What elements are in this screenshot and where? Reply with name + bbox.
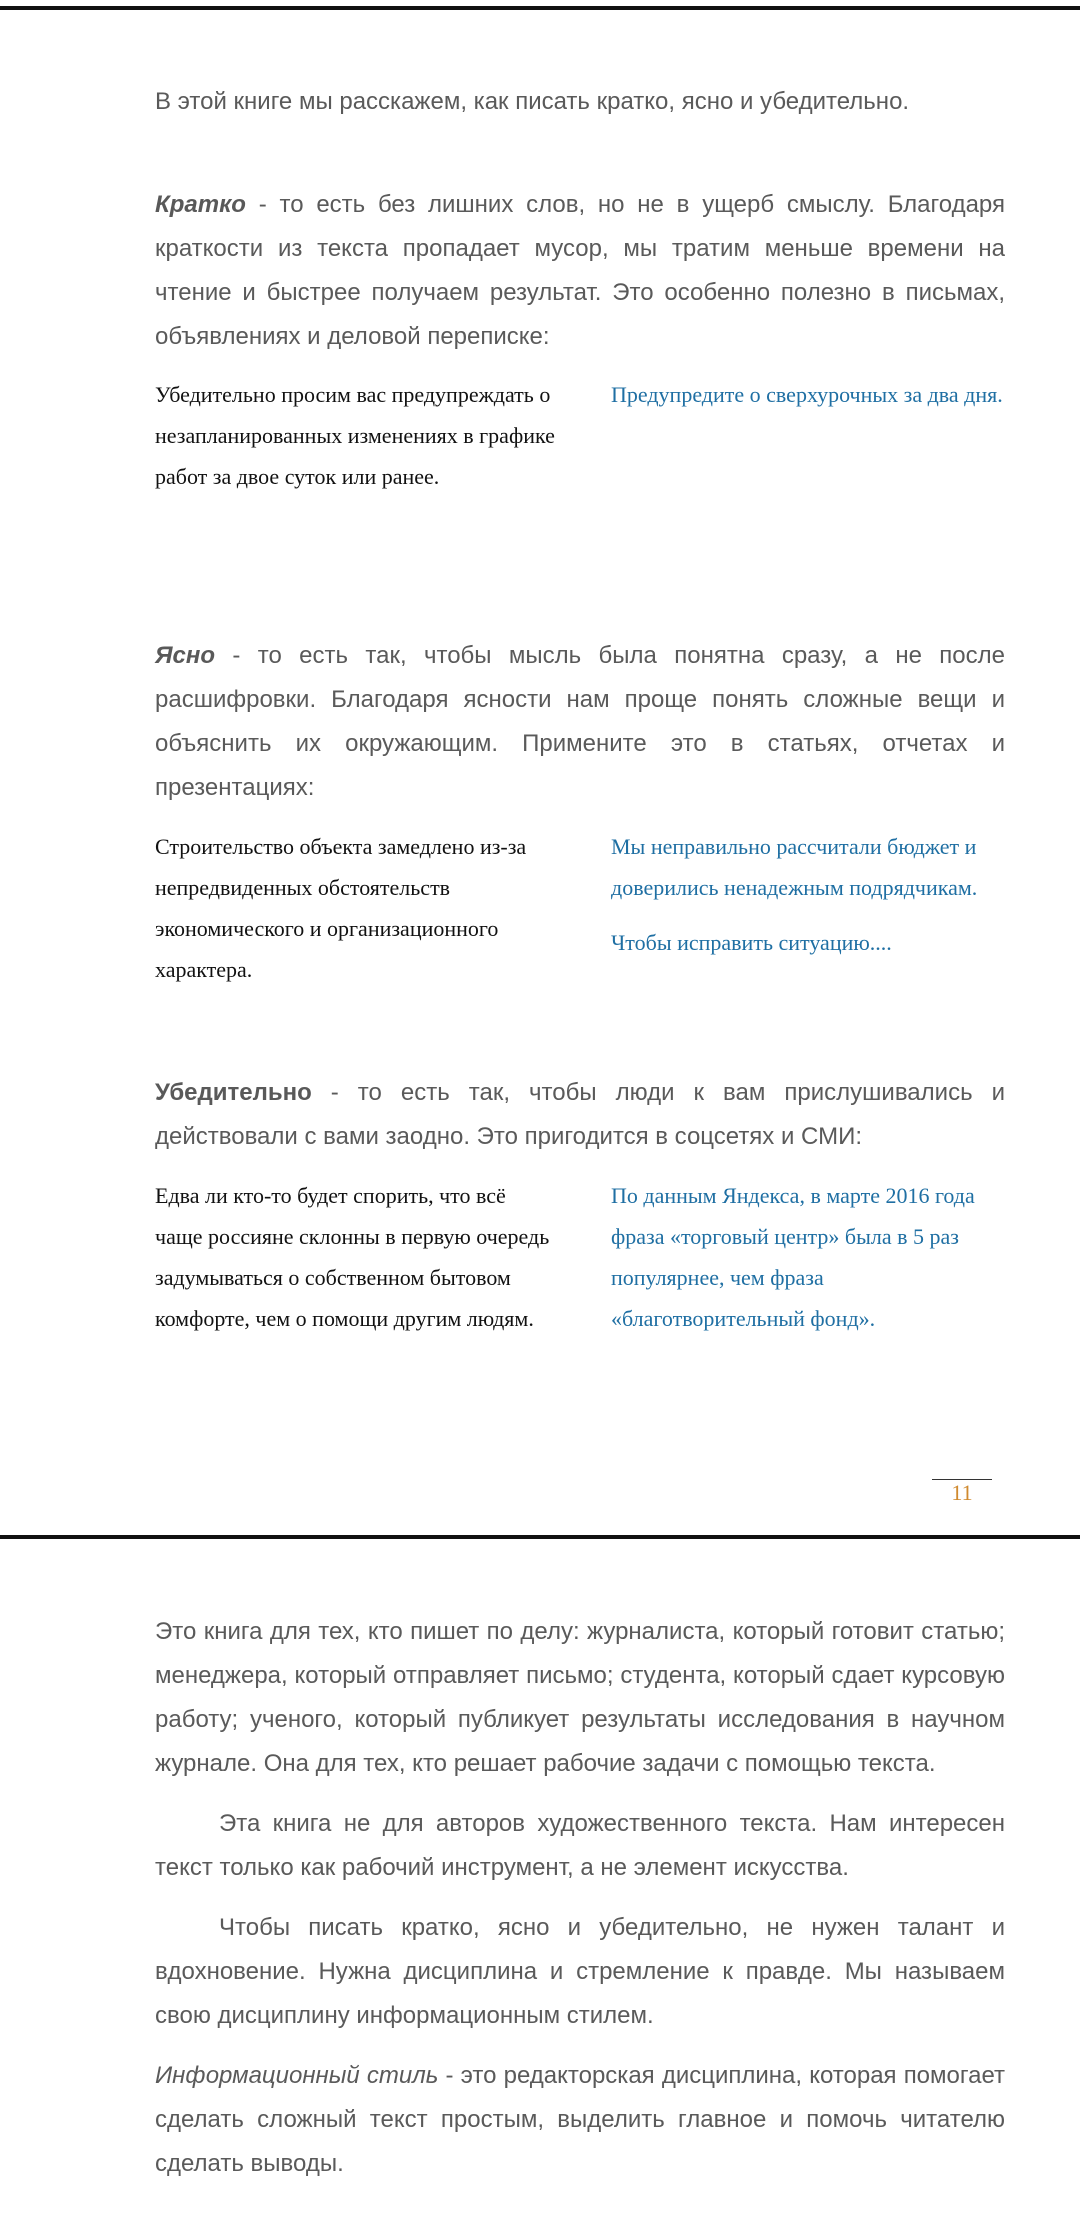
convincing-text: - то есть так, чтобы люди к вам прислушивались и действовали с вами заодно. Это пригодится в соцсетях и СМИ: — [155, 1079, 1005, 1150]
intro-paragraph: В этой книге мы расскажем, как писать кратко, ясно и убедительно. — [155, 88, 910, 115]
info-style-text: - это редакторская дисциплина, которая помогает сделать сложный текст простым, выделить главное и помочь читателю сделать выводы. — [155, 2062, 1005, 2177]
clear-text: - то есть так, чтобы мысль была понятна сразу, а не после расшифровки. Благодаря ясности нам проще понять сложные вещи и объяснить их окружающим. Примените это в статьях, отчетах и презентациях: — [155, 642, 1005, 801]
page-top-rule — [0, 6, 1080, 10]
page-11 — [155, 80, 1005, 124]
convincing-example-after: По данным Яндекса, в марте 2016 года фраза «торговый центр» была в 5 раз популярнее, чем фраза «благотворительный фонд». — [611, 1183, 975, 1331]
audience-paragraph: Это книга для тех, кто пишет по делу: журналиста, который готовит статью; менеджера, который отправляет письмо; студента, который сдает курсовую работу; ученого, который публикует результаты исследования в научном журнале. Она для тех, кто решает рабочие задачи с помощью текста. — [155, 1618, 1005, 1777]
brief-paragraph — [155, 183, 1005, 359]
page-separator-rule — [0, 1535, 1080, 1539]
page-12 — [155, 1610, 1005, 2186]
clear-example-before: Строительство объекта замедлено из-за непредвиденных обстоятельств экономического и организационного характера. — [155, 834, 527, 982]
convincing-term: Убедительно — [155, 1079, 312, 1106]
discipline-paragraph: Чтобы писать кратко, ясно и убедительно, не нужен талант и вдохновение. Нужна дисциплина и стремление к правде. Мы называем свою дисциплину информационным стилем. — [155, 1914, 1005, 2029]
brief-section — [155, 183, 1005, 359]
clear-example-after-1: Мы неправильно рассчитали бюджет и доверились ненадежным подрядчикам. — [611, 834, 978, 900]
convincing-example-before: Едва ли кто-то будет спорить, что всё чаще россияне склонны в первую очередь задумываться о собственном бытовом комфорте, чем о помощи другим людям. — [155, 1183, 550, 1331]
clear-paragraph — [155, 634, 1005, 810]
convincing-section — [155, 1071, 1005, 1159]
brief-example-before: Убедительно просим вас предупреждать о незапланированных изменениях в графике работ за двое суток или ранее. — [155, 382, 555, 489]
brief-text: - то есть без лишних слов, но не в ущерб смыслу. Благодаря краткости из текста пропадает мусор, мы тратим меньше времени на чтение и быстрее получаем результат. Это особенно полезно в письмах, объявлениях и деловой переписке: — [155, 191, 1005, 350]
clear-example-after — [611, 826, 1011, 963]
clear-example-after-2: Чтобы исправить ситуацию.... — [611, 930, 892, 955]
brief-term: Кратко — [155, 191, 246, 218]
page-number: 11 — [951, 1480, 973, 1505]
brief-example-after: Предупредите о сверхурочных за два дня. — [611, 382, 1003, 407]
info-style-paragraph — [155, 2054, 1005, 2186]
clear-term: Ясно — [155, 642, 215, 669]
not-fiction-paragraph: Эта книга не для авторов художественного текста. Нам интересен текст только как рабочий инструмент, а не элемент искусства. — [155, 1810, 1005, 1881]
clear-section — [155, 634, 1005, 810]
convincing-paragraph — [155, 1071, 1005, 1159]
info-style-term: Информационный стиль — [155, 2062, 439, 2089]
